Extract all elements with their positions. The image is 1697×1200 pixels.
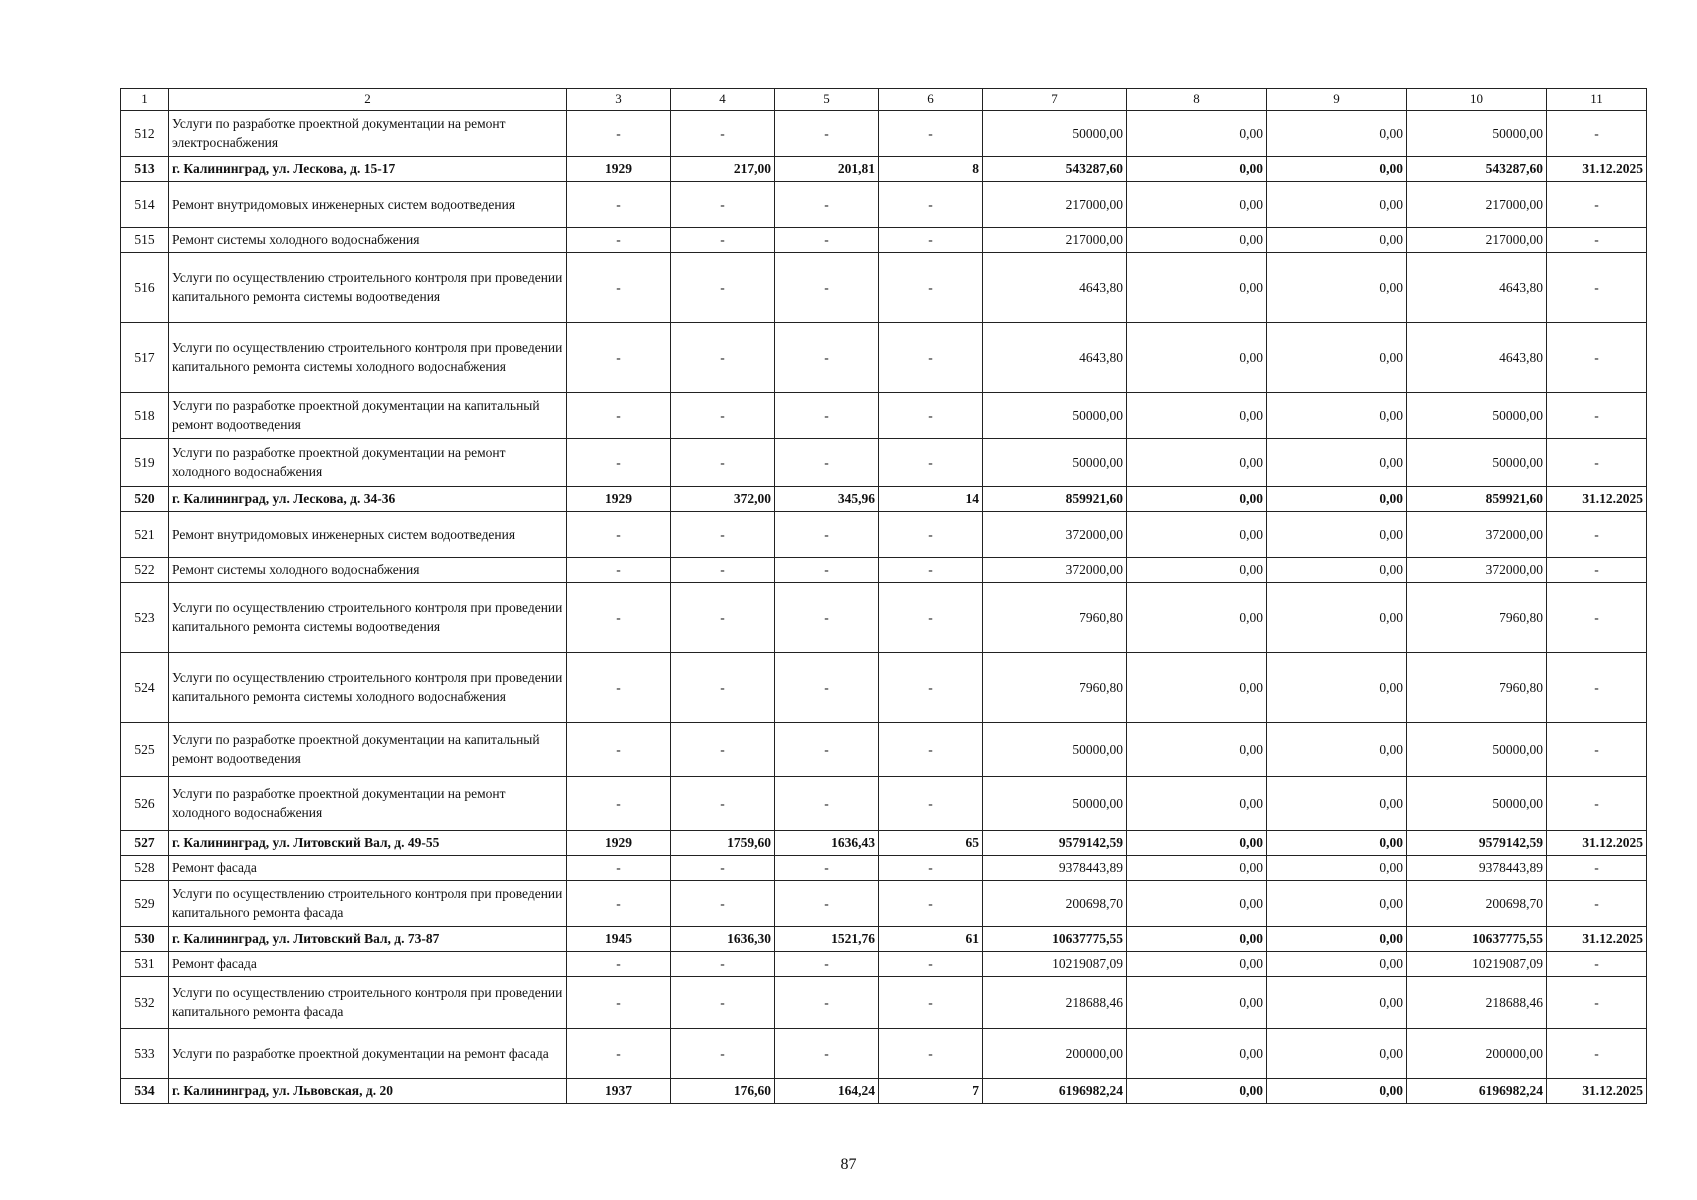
cost-col-10-cell: 10637775,55 — [1407, 926, 1547, 951]
work-item-row — [121, 227, 1647, 252]
year-built-cell: - — [567, 776, 671, 830]
description-cell: г. Калининград, ул. Львовская, д. 20 — [169, 1078, 567, 1103]
cost-col-9-cell: 0,00 — [1267, 880, 1407, 926]
work-item-row — [121, 880, 1647, 926]
address-row — [121, 156, 1647, 181]
residents-cell: - — [879, 227, 983, 252]
description-cell: Услуги по осуществлению строительного контроля при проведении капитального ремонта системы водоотведения — [169, 252, 567, 322]
living-area-cell: - — [775, 976, 879, 1028]
completion-date-cell: - — [1547, 722, 1647, 776]
residents-cell: 65 — [879, 830, 983, 855]
total-cost-cell: 217000,00 — [983, 227, 1127, 252]
total-cost-cell: 218688,46 — [983, 976, 1127, 1028]
cost-col-8-cell: 0,00 — [1127, 926, 1267, 951]
cost-col-8-cell: 0,00 — [1127, 486, 1267, 511]
cost-col-8-cell: 0,00 — [1127, 652, 1267, 722]
page-number: 87 — [840, 1156, 857, 1173]
description-cell: г. Калининград, ул. Лескова, д. 15-17 — [169, 156, 567, 181]
row-number-cell: 516 — [121, 252, 169, 322]
row-number-cell: 529 — [121, 880, 169, 926]
header-cell: 4 — [671, 89, 775, 111]
living-area-cell: - — [775, 557, 879, 582]
total-cost-cell: 372000,00 — [983, 511, 1127, 557]
total-cost-cell: 217000,00 — [983, 181, 1127, 227]
cost-col-9-cell: 0,00 — [1267, 227, 1407, 252]
header-cell: 11 — [1547, 89, 1647, 111]
residents-cell: - — [879, 951, 983, 976]
work-item-row — [121, 392, 1647, 438]
cost-col-8-cell: 0,00 — [1127, 1078, 1267, 1103]
total-area-cell: - — [671, 227, 775, 252]
living-area-cell: 345,96 — [775, 486, 879, 511]
cost-col-10-cell: 4643,80 — [1407, 322, 1547, 392]
total-area-cell: - — [671, 322, 775, 392]
living-area-cell: - — [775, 322, 879, 392]
completion-date-cell: - — [1547, 976, 1647, 1028]
row-number-cell: 518 — [121, 392, 169, 438]
residents-cell: - — [879, 252, 983, 322]
total-area-cell: 372,00 — [671, 486, 775, 511]
completion-date-cell: - — [1547, 322, 1647, 392]
living-area-cell: - — [775, 392, 879, 438]
living-area-cell: 164,24 — [775, 1078, 879, 1103]
cost-col-8-cell: 0,00 — [1127, 322, 1267, 392]
completion-date-cell: - — [1547, 511, 1647, 557]
residents-cell: - — [879, 722, 983, 776]
total-cost-cell: 200000,00 — [983, 1028, 1127, 1078]
residents-cell: - — [879, 652, 983, 722]
description-cell: Ремонт фасада — [169, 855, 567, 880]
year-built-cell: 1929 — [567, 486, 671, 511]
description-cell: г. Калининград, ул. Литовский Вал, д. 49-55 — [169, 830, 567, 855]
completion-date-cell: - — [1547, 438, 1647, 486]
row-number-cell: 528 — [121, 855, 169, 880]
completion-date-cell: - — [1547, 1028, 1647, 1078]
description-cell: Услуги по осуществлению строительного контроля при проведении капитального ремонта фасада — [169, 880, 567, 926]
living-area-cell: 1636,43 — [775, 830, 879, 855]
header-cell: 9 — [1267, 89, 1407, 111]
work-item-row — [121, 557, 1647, 582]
address-row — [121, 926, 1647, 951]
year-built-cell: - — [567, 855, 671, 880]
cost-col-8-cell: 0,00 — [1127, 1028, 1267, 1078]
header-cell: 3 — [567, 89, 671, 111]
total-area-cell: - — [671, 392, 775, 438]
header-cell: 6 — [879, 89, 983, 111]
header-cell: 10 — [1407, 89, 1547, 111]
data-table — [120, 88, 1647, 1104]
residents-cell: 8 — [879, 156, 983, 181]
cost-col-9-cell: 0,00 — [1267, 156, 1407, 181]
cost-col-8-cell: 0,00 — [1127, 855, 1267, 880]
work-item-row — [121, 976, 1647, 1028]
completion-date-cell: - — [1547, 252, 1647, 322]
description-cell: Услуги по разработке проектной документации на капитальный ремонт водоотведения — [169, 722, 567, 776]
work-item-row — [121, 252, 1647, 322]
row-number-cell: 512 — [121, 110, 169, 156]
cost-col-10-cell: 217000,00 — [1407, 181, 1547, 227]
cost-col-10-cell: 6196982,24 — [1407, 1078, 1547, 1103]
row-number-cell: 521 — [121, 511, 169, 557]
total-cost-cell: 10219087,09 — [983, 951, 1127, 976]
cost-col-8-cell: 0,00 — [1127, 252, 1267, 322]
year-built-cell: 1929 — [567, 156, 671, 181]
year-built-cell: - — [567, 322, 671, 392]
cost-col-9-cell: 0,00 — [1267, 951, 1407, 976]
cost-col-9-cell: 0,00 — [1267, 252, 1407, 322]
living-area-cell: - — [775, 776, 879, 830]
column-number-header-row — [121, 89, 1647, 111]
cost-col-8-cell: 0,00 — [1127, 156, 1267, 181]
description-cell: Услуги по разработке проектной документации на ремонт электроснабжения — [169, 110, 567, 156]
cost-col-9-cell: 0,00 — [1267, 652, 1407, 722]
living-area-cell: - — [775, 252, 879, 322]
cost-col-10-cell: 218688,46 — [1407, 976, 1547, 1028]
cost-col-8-cell: 0,00 — [1127, 880, 1267, 926]
residents-cell: - — [879, 855, 983, 880]
year-built-cell: - — [567, 1028, 671, 1078]
completion-date-cell: - — [1547, 227, 1647, 252]
total-area-cell: - — [671, 511, 775, 557]
row-number-cell: 519 — [121, 438, 169, 486]
total-cost-cell: 7960,80 — [983, 582, 1127, 652]
year-built-cell: - — [567, 951, 671, 976]
residents-cell: - — [879, 392, 983, 438]
description-cell: Ремонт системы холодного водоснабжения — [169, 557, 567, 582]
cost-col-10-cell: 50000,00 — [1407, 392, 1547, 438]
total-area-cell: - — [671, 951, 775, 976]
work-item-row — [121, 511, 1647, 557]
cost-col-9-cell: 0,00 — [1267, 438, 1407, 486]
residents-cell: - — [879, 322, 983, 392]
work-item-row — [121, 1028, 1647, 1078]
residents-cell: - — [879, 110, 983, 156]
cost-col-9-cell: 0,00 — [1267, 511, 1407, 557]
cost-col-10-cell: 372000,00 — [1407, 557, 1547, 582]
year-built-cell: 1937 — [567, 1078, 671, 1103]
total-cost-cell: 9378443,89 — [983, 855, 1127, 880]
total-area-cell: - — [671, 438, 775, 486]
living-area-cell: - — [775, 110, 879, 156]
cost-col-10-cell: 4643,80 — [1407, 252, 1547, 322]
residents-cell: - — [879, 776, 983, 830]
row-number-cell: 520 — [121, 486, 169, 511]
living-area-cell: 201,81 — [775, 156, 879, 181]
header-cell: 2 — [169, 89, 567, 111]
cost-col-9-cell: 0,00 — [1267, 110, 1407, 156]
total-area-cell: - — [671, 557, 775, 582]
total-cost-cell: 6196982,24 — [983, 1078, 1127, 1103]
cost-col-9-cell: 0,00 — [1267, 776, 1407, 830]
cost-col-10-cell: 9579142,59 — [1407, 830, 1547, 855]
row-number-cell: 526 — [121, 776, 169, 830]
work-item-row — [121, 438, 1647, 486]
description-cell: Ремонт фасада — [169, 951, 567, 976]
work-item-row — [121, 776, 1647, 830]
work-item-row — [121, 181, 1647, 227]
total-area-cell: 1636,30 — [671, 926, 775, 951]
header-cell: 8 — [1127, 89, 1267, 111]
living-area-cell: - — [775, 855, 879, 880]
total-cost-cell: 9579142,59 — [983, 830, 1127, 855]
completion-date-cell: 31.12.2025 — [1547, 156, 1647, 181]
cost-col-8-cell: 0,00 — [1127, 582, 1267, 652]
work-item-row — [121, 582, 1647, 652]
living-area-cell: - — [775, 1028, 879, 1078]
total-area-cell: 1759,60 — [671, 830, 775, 855]
cost-col-10-cell: 200000,00 — [1407, 1028, 1547, 1078]
cost-col-9-cell: 0,00 — [1267, 1078, 1407, 1103]
cost-col-10-cell: 7960,80 — [1407, 582, 1547, 652]
description-cell: Услуги по разработке проектной документации на ремонт фасада — [169, 1028, 567, 1078]
row-number-cell: 525 — [121, 722, 169, 776]
cost-col-9-cell: 0,00 — [1267, 1028, 1407, 1078]
residents-cell: 7 — [879, 1078, 983, 1103]
total-cost-cell: 50000,00 — [983, 776, 1127, 830]
table-body — [121, 89, 1647, 1104]
cost-col-8-cell: 0,00 — [1127, 951, 1267, 976]
completion-date-cell: - — [1547, 951, 1647, 976]
completion-date-cell: - — [1547, 582, 1647, 652]
work-item-row — [121, 722, 1647, 776]
description-cell: Услуги по разработке проектной документации на капитальный ремонт водоотведения — [169, 392, 567, 438]
address-row — [121, 830, 1647, 855]
year-built-cell: - — [567, 438, 671, 486]
year-built-cell: - — [567, 252, 671, 322]
work-item-row — [121, 652, 1647, 722]
cost-col-9-cell: 0,00 — [1267, 926, 1407, 951]
total-cost-cell: 859921,60 — [983, 486, 1127, 511]
description-cell: Услуги по осуществлению строительного контроля при проведении капитального ремонта системы водоотведения — [169, 582, 567, 652]
description-cell: Ремонт системы холодного водоснабжения — [169, 227, 567, 252]
completion-date-cell: - — [1547, 392, 1647, 438]
year-built-cell: - — [567, 880, 671, 926]
row-number-cell: 533 — [121, 1028, 169, 1078]
cost-col-10-cell: 50000,00 — [1407, 438, 1547, 486]
completion-date-cell: - — [1547, 110, 1647, 156]
work-item-row — [121, 855, 1647, 880]
cost-col-8-cell: 0,00 — [1127, 776, 1267, 830]
description-cell: Ремонт внутридомовых инженерных систем водоотведения — [169, 181, 567, 227]
row-number-cell: 514 — [121, 181, 169, 227]
cost-col-9-cell: 0,00 — [1267, 582, 1407, 652]
total-area-cell: - — [671, 855, 775, 880]
total-area-cell: - — [671, 776, 775, 830]
total-area-cell: - — [671, 652, 775, 722]
total-area-cell: - — [671, 722, 775, 776]
cost-col-9-cell: 0,00 — [1267, 181, 1407, 227]
residents-cell: 61 — [879, 926, 983, 951]
completion-date-cell: 31.12.2025 — [1547, 926, 1647, 951]
header-cell: 1 — [121, 89, 169, 111]
work-item-row — [121, 110, 1647, 156]
row-number-cell: 530 — [121, 926, 169, 951]
cost-col-9-cell: 0,00 — [1267, 557, 1407, 582]
total-area-cell: - — [671, 110, 775, 156]
cost-col-10-cell: 859921,60 — [1407, 486, 1547, 511]
living-area-cell: - — [775, 438, 879, 486]
header-cell: 7 — [983, 89, 1127, 111]
cost-col-8-cell: 0,00 — [1127, 110, 1267, 156]
header-cell: 5 — [775, 89, 879, 111]
cost-col-8-cell: 0,00 — [1127, 722, 1267, 776]
description-cell: Услуги по разработке проектной документации на ремонт холодного водоснабжения — [169, 438, 567, 486]
total-area-cell: 217,00 — [671, 156, 775, 181]
total-cost-cell: 50000,00 — [983, 438, 1127, 486]
cost-col-8-cell: 0,00 — [1127, 227, 1267, 252]
completion-date-cell: - — [1547, 776, 1647, 830]
total-area-cell: - — [671, 582, 775, 652]
residents-cell: - — [879, 582, 983, 652]
year-built-cell: - — [567, 511, 671, 557]
residents-cell: 14 — [879, 486, 983, 511]
living-area-cell: - — [775, 511, 879, 557]
row-number-cell: 523 — [121, 582, 169, 652]
completion-date-cell: 31.12.2025 — [1547, 1078, 1647, 1103]
total-cost-cell: 4643,80 — [983, 252, 1127, 322]
cost-col-8-cell: 0,00 — [1127, 181, 1267, 227]
residents-cell: - — [879, 438, 983, 486]
total-cost-cell: 4643,80 — [983, 322, 1127, 392]
completion-date-cell: - — [1547, 855, 1647, 880]
row-number-cell: 513 — [121, 156, 169, 181]
description-cell: Услуги по осуществлению строительного контроля при проведении капитального ремонта системы холодного водоснабжения — [169, 322, 567, 392]
year-built-cell: - — [567, 181, 671, 227]
total-area-cell: - — [671, 1028, 775, 1078]
residents-cell: - — [879, 557, 983, 582]
living-area-cell: - — [775, 722, 879, 776]
total-area-cell: - — [671, 181, 775, 227]
year-built-cell: 1945 — [567, 926, 671, 951]
year-built-cell: - — [567, 227, 671, 252]
total-cost-cell: 50000,00 — [983, 110, 1127, 156]
year-built-cell: - — [567, 557, 671, 582]
cost-col-10-cell: 10219087,09 — [1407, 951, 1547, 976]
address-row — [121, 1078, 1647, 1103]
completion-date-cell: - — [1547, 181, 1647, 227]
cost-col-8-cell: 0,00 — [1127, 557, 1267, 582]
living-area-cell: - — [775, 582, 879, 652]
cost-col-10-cell: 9378443,89 — [1407, 855, 1547, 880]
work-item-row — [121, 951, 1647, 976]
residents-cell: - — [879, 1028, 983, 1078]
row-number-cell: 515 — [121, 227, 169, 252]
total-cost-cell: 372000,00 — [983, 557, 1127, 582]
total-cost-cell: 10637775,55 — [983, 926, 1127, 951]
cost-col-10-cell: 50000,00 — [1407, 110, 1547, 156]
cost-col-10-cell: 543287,60 — [1407, 156, 1547, 181]
cost-col-9-cell: 0,00 — [1267, 486, 1407, 511]
cost-col-9-cell: 0,00 — [1267, 392, 1407, 438]
row-number-cell: 531 — [121, 951, 169, 976]
total-cost-cell: 7960,80 — [983, 652, 1127, 722]
completion-date-cell: - — [1547, 880, 1647, 926]
cost-col-8-cell: 0,00 — [1127, 438, 1267, 486]
cost-col-9-cell: 0,00 — [1267, 322, 1407, 392]
total-cost-cell: 200698,70 — [983, 880, 1127, 926]
completion-date-cell: 31.12.2025 — [1547, 486, 1647, 511]
completion-date-cell: - — [1547, 652, 1647, 722]
cost-col-10-cell: 200698,70 — [1407, 880, 1547, 926]
year-built-cell: - — [567, 392, 671, 438]
cost-col-9-cell: 0,00 — [1267, 855, 1407, 880]
completion-date-cell: - — [1547, 557, 1647, 582]
living-area-cell: - — [775, 227, 879, 252]
work-item-row — [121, 322, 1647, 392]
address-row — [121, 486, 1647, 511]
row-number-cell: 517 — [121, 322, 169, 392]
cost-col-10-cell: 217000,00 — [1407, 227, 1547, 252]
cost-col-9-cell: 0,00 — [1267, 722, 1407, 776]
residents-cell: - — [879, 511, 983, 557]
cost-col-9-cell: 0,00 — [1267, 976, 1407, 1028]
cost-col-8-cell: 0,00 — [1127, 830, 1267, 855]
row-number-cell: 532 — [121, 976, 169, 1028]
total-cost-cell: 50000,00 — [983, 722, 1127, 776]
total-area-cell: 176,60 — [671, 1078, 775, 1103]
living-area-cell: - — [775, 880, 879, 926]
residents-cell: - — [879, 880, 983, 926]
year-built-cell: - — [567, 722, 671, 776]
cost-col-10-cell: 7960,80 — [1407, 652, 1547, 722]
year-built-cell: - — [567, 652, 671, 722]
living-area-cell: - — [775, 652, 879, 722]
cost-col-10-cell: 50000,00 — [1407, 722, 1547, 776]
row-number-cell: 522 — [121, 557, 169, 582]
description-cell: Услуги по осуществлению строительного контроля при проведении капитального ремонта системы холодного водоснабжения — [169, 652, 567, 722]
year-built-cell: 1929 — [567, 830, 671, 855]
cost-col-10-cell: 50000,00 — [1407, 776, 1547, 830]
cost-col-9-cell: 0,00 — [1267, 830, 1407, 855]
description-cell: Ремонт внутридомовых инженерных систем водоотведения — [169, 511, 567, 557]
row-number-cell: 527 — [121, 830, 169, 855]
total-area-cell: - — [671, 252, 775, 322]
row-number-cell: 534 — [121, 1078, 169, 1103]
year-built-cell: - — [567, 110, 671, 156]
cost-col-10-cell: 372000,00 — [1407, 511, 1547, 557]
cost-col-8-cell: 0,00 — [1127, 976, 1267, 1028]
living-area-cell: - — [775, 951, 879, 976]
total-cost-cell: 543287,60 — [983, 156, 1127, 181]
year-built-cell: - — [567, 976, 671, 1028]
year-built-cell: - — [567, 582, 671, 652]
row-number-cell: 524 — [121, 652, 169, 722]
description-cell: г. Калининград, ул. Литовский Вал, д. 73-87 — [169, 926, 567, 951]
cost-col-8-cell: 0,00 — [1127, 392, 1267, 438]
living-area-cell: - — [775, 181, 879, 227]
completion-date-cell: 31.12.2025 — [1547, 830, 1647, 855]
description-cell: Услуги по осуществлению строительного контроля при проведении капитального ремонта фасада — [169, 976, 567, 1028]
description-cell: Услуги по разработке проектной документации на ремонт холодного водоснабжения — [169, 776, 567, 830]
living-area-cell: 1521,76 — [775, 926, 879, 951]
residents-cell: - — [879, 181, 983, 227]
total-area-cell: - — [671, 976, 775, 1028]
total-cost-cell: 50000,00 — [983, 392, 1127, 438]
total-area-cell: - — [671, 880, 775, 926]
cost-col-8-cell: 0,00 — [1127, 511, 1267, 557]
residents-cell: - — [879, 976, 983, 1028]
description-cell: г. Калининград, ул. Лескова, д. 34-36 — [169, 486, 567, 511]
